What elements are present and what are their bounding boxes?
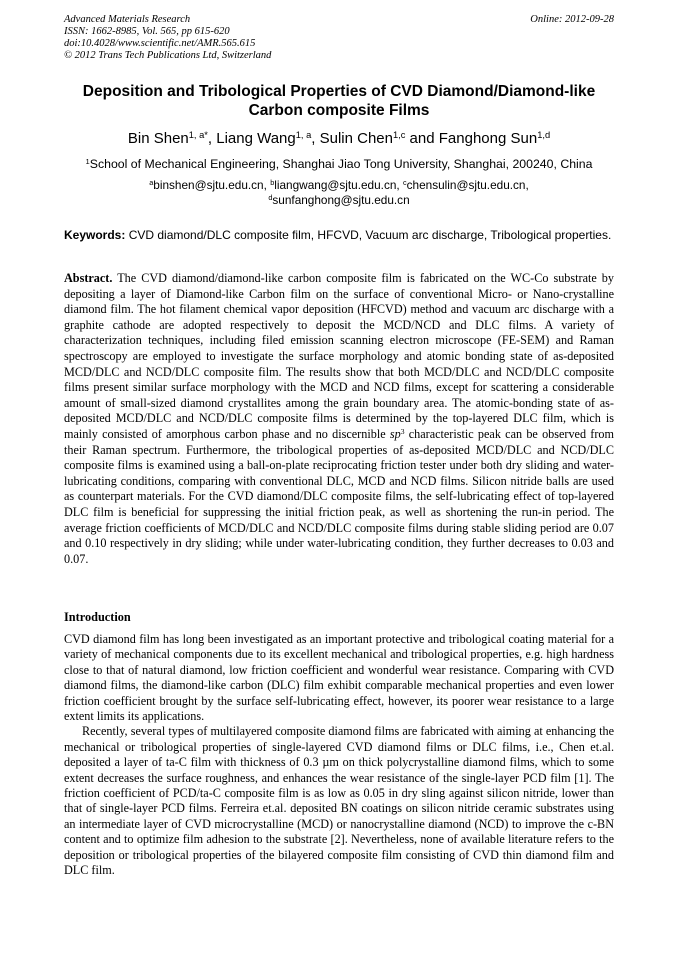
affiliation-text: School of Mechanical Engineering, Shanghai Jiao Tong University, Shanghai, 200240, China [89,157,593,171]
issn-line: ISSN: 1662-8985, Vol. 565, pp 615-620 [64,26,230,37]
copyright-line: © 2012 Trans Tech Publications Ltd, Switzerland [64,50,272,61]
keywords [64,228,614,243]
author-name: Fanghong Sun [438,130,538,147]
author [216,130,319,147]
author-list [64,130,614,148]
introduction-paragraph: Recently, several types of multilayered composite diamond films are fabricated with aiming at enhancing the mechanical or tribological properties of single-layered CVD diamond films or DLC films, i.e., Chen et.al. deposited a layer of ta-C film with thickness of 0.3 µm on thick polycrystalline diamond films, which to some extent decreases the surface roughness, and enhances the wear resistance of the single-layer PCD film [1]. The friction coefficient of PCD/ta-C composite film is as low as 0.05 in dry sling against silicon nitride, lower than that of single-layer PCD films. Ferreira et.al. deposited BN coatings on silicon nitride ceramic substrates using an intermediate layer of CVD microcrystalline (MCD) or nanocrystalline diamond (NCD) to improve the c-BN content and to optimize film adhesion to the substrate [2]. Nevertheless, none of available literature refers to the deposition or tribological properties of the bilayered composite film consisting of CVD thin diamond film and DLC film. [64,724,614,878]
introduction-body [64,632,614,879]
doi-line: doi:10.4028/www.scientific.net/AMR.565.615 [64,38,256,49]
journal-name: Advanced Materials Research [64,14,191,25]
author-affiliation-mark: 1, a [295,129,312,140]
online-date: Online: 2012-09-28 [530,14,614,25]
email-mark: c [402,177,407,187]
journal-header [64,14,614,62]
abstract [64,271,614,567]
author-name: Bin Shen [127,130,189,147]
email-mark: d [268,192,273,202]
keywords-label: Keywords: [64,228,126,242]
sp-term: sp [389,426,401,441]
email-address: sunfanghong@sjtu.edu.cn [272,193,410,207]
author-separator: , [207,130,217,147]
author-separator: and [405,130,439,147]
author [439,130,550,147]
author-affiliation-mark: 1,d [537,129,551,140]
author-emails [110,178,568,208]
abstract-label: Abstract. [64,271,113,285]
introduction-paragraph: CVD diamond film has long been investigated as an important protective and tribological coating material for a variety of mechanical components due to its excellent mechanical and tribological properties, e.g. high hardness close to that of natural diamond, low friction coefficient and wonderful wear resistance. Comparing with CVD diamond films, the diamond-like carbon (DLC) film exhibit comparable mechanical properties and even lower friction coefficient brought by the surface self-lubricating effect, however, its poorer wear resistance to a large extent limits its applications. [64,632,614,724]
email-address: binshen@sjtu.edu.cn, [153,178,271,192]
email-mark: a [149,177,154,187]
email-address: chensulin@sjtu.edu.cn, [406,178,529,192]
author-affiliation-mark: 1,c [392,129,406,140]
author-name: Liang Wang [216,130,296,147]
keywords-text: CVD diamond/DLC composite film, HFCVD, Vacuum arc discharge, Tribological properties. [125,228,612,242]
abstract-text: The CVD diamond/diamond-like carbon composite film is fabricated on the WC-Co substrate by depositing a layer of Diamond-like Carbon film on the surface of conventional Micro- or Nano-crystalline diamond film. The hot filament chemical vapor deposition (HFCVD) method and vacuum arc discharge with a graphite cathode are adopted respectively to deposit the MCD/NCD and DLC films. A variety of characterization techniques, including filed emission scanning electron microscope (FE-SEM) and Raman spectroscopy are employed to investigate the surface morphology and atomic bonding state of as-deposited MCD/DLC and NCD/DLC composite film. The results show that both MCD/DLC and NCD/DLC composite films present similar surface morphology with the MCD and NCD films, except for scattering a considerable amount of small-sized diamond crystallites among the grain boundary area. The atomic-bonding state of as-deposited MCD/DLC and NCD/DLC composite films is determined by the top-layered DLC film, which is mainly consisted of amorphous carbon phase and no discernible [64,271,614,441]
abstract-text-continued: characteristic peak can be observed from their Raman spectrum. Furthermore, the tribological properties of as-deposited MCD/DLC and NCD/DLC composite films is examined using a ball-on-plate reciprocating friction tester under both dry sliding and water-lubricating conditions, comparing with conventional DLC, MCD and NCD films. Silicon nitride balls are used as counterpart materials. For the CVD diamond/DLC composite films, the self-lubricating effect of top-layered DLC film is beneficial for suppressing the initial friction peak, as well as shortening the run-in period. The average friction coefficients of MCD/DLC and NCD/DLC composite films during stable sliding period are 0.07 and 0.10 respectively in dry sliding; while under water-lubricating condition, they further decreases to 0.03 and 0.07. [64,426,614,566]
author-separator: , [311,130,320,147]
sp-superscript: 3 [400,426,405,436]
introduction-heading: Introduction [64,610,131,624]
affiliation [64,157,614,172]
author-name: Sulin Chen [319,130,393,147]
author-affiliation-mark: 1, a* [188,129,208,140]
email-address: liangwang@sjtu.edu.cn, [274,178,403,192]
author [128,130,216,147]
author [320,130,439,147]
paper-title: Deposition and Tribological Properties of CVD Diamond/Diamond-like Carbon composite Films [82,83,596,119]
email-mark: b [270,177,275,187]
affiliation-mark: 1 [85,156,90,166]
